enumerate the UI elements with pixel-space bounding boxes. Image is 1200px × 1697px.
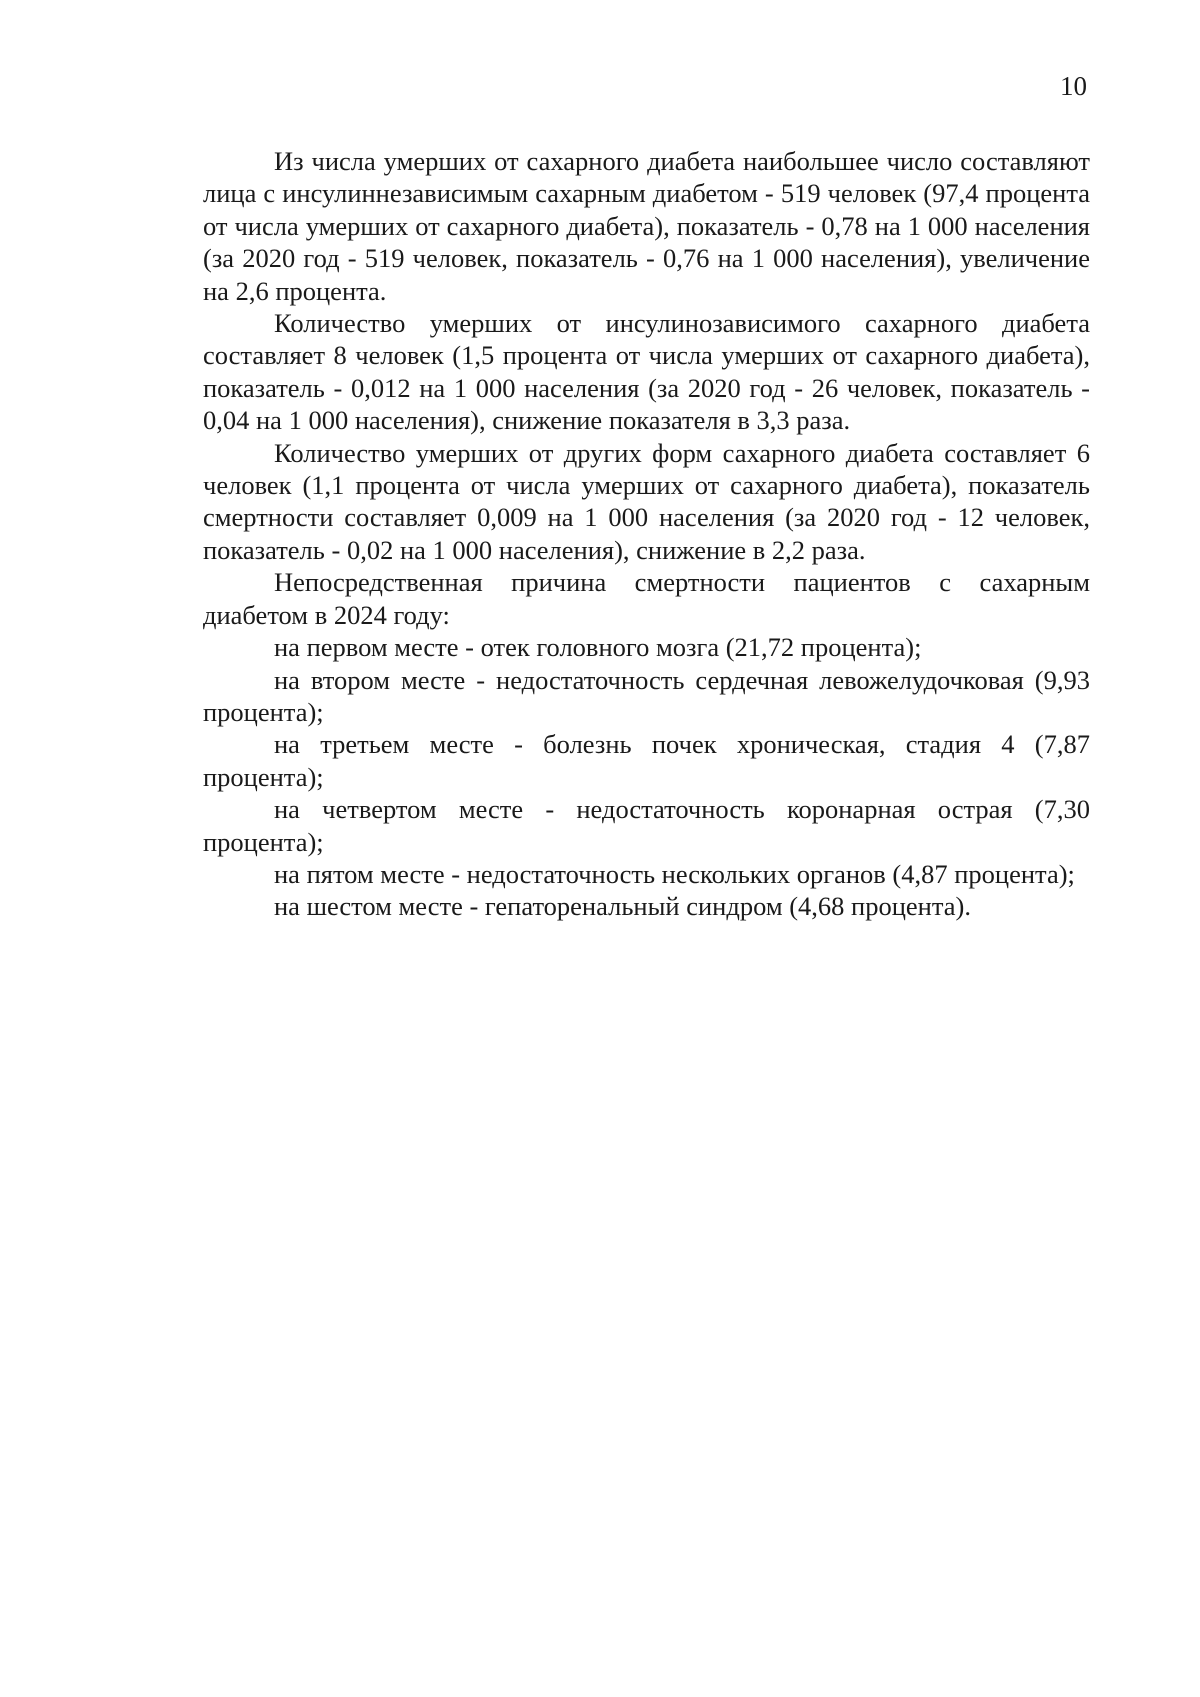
cause-item-6: на шестом месте - гепаторенальный синдром (4,68 процента). [274, 891, 971, 922]
causes-list [203, 631, 1090, 923]
paragraph-type2-diabetes: Из числа умерших от сахарного диабета наибольшее число составляют лица с инсулиннезависимым сахарным диабетом - 519 человек (97,4 процента от числа умерших от сахарного диабета), показатель - 0,78 на 1 000 населения (за 2020 год - 519 человек, показатель - 0,76 на 1 000 населения), увеличение на 2,6 процента. [203, 146, 1090, 306]
cause-item-3: на третьем месте - болезнь почек хроническая, стадия 4 (7,87 процента); [203, 729, 1090, 792]
cause-item-1: на первом месте - отек головного мозга (21,72 процента); [274, 632, 922, 663]
page-number: 10 [1060, 71, 1087, 101]
cause-item-5: на пятом месте - недостаточность нескольких органов (4,87 процента); [274, 858, 1075, 889]
paragraph-causes-intro: Непосредственная причина смертности пациентов с сахарным диабетом в 2024 году: [203, 567, 1090, 630]
cause-item-2: на втором месте - недостаточность сердечная левожелудочковая (9,93 процента); [203, 664, 1090, 727]
document-body [203, 145, 1090, 923]
cause-item-4: на четвертом месте - недостаточность коронарная острая (7,30 процента); [203, 794, 1090, 857]
paragraph-type1-diabetes: Количество умерших от инсулинозависимого сахарного диабета составляет 8 человек (1,5 процента от числа умерших от сахарного диабета), показатель - 0,012 на 1 000 населения (за 2020 год - 26 человек, показатель - 0,04 на 1 000 населения), снижение показателя в 3,3 раза. [203, 308, 1090, 436]
paragraph-other-diabetes: Количество умерших от других форм сахарного диабета составляет 6 человек (1,1 процента от числа умерших от сахарного диабета), показатель смертности составляет 0,009 на 1 000 населения (за 2020 год - 12 человек, показатель - 0,02 на 1 000 населения), снижение в 2,2 раза. [203, 437, 1090, 565]
